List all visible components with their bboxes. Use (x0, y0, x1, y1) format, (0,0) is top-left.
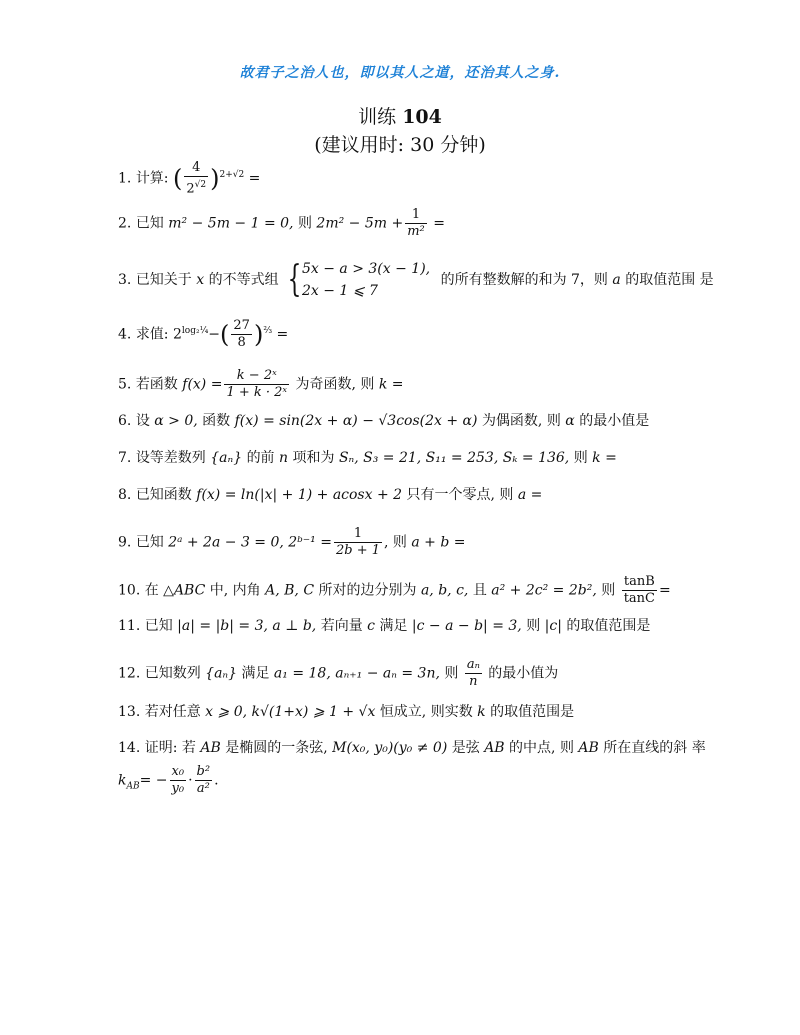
fraction (334, 526, 382, 559)
period: . (214, 772, 219, 789)
math-expr: A, B, C (265, 582, 315, 599)
q-text: 若对任意 (144, 704, 201, 720)
frac-den: a² (196, 781, 210, 796)
q-tail: = (248, 170, 261, 187)
frac-num: x₀ (170, 764, 187, 781)
question-4 (118, 318, 718, 351)
math-base: 2 (172, 326, 182, 343)
frac-num: 27 (233, 318, 250, 333)
fraction (195, 764, 213, 797)
q-text: 设 (135, 413, 150, 429)
q-text: 函数 (202, 413, 231, 429)
paren-left: ( (172, 164, 183, 193)
q-number: 4. (118, 326, 132, 343)
q-number: 6. (118, 413, 132, 429)
frac-num: tanB (622, 574, 657, 591)
q-tail: = (276, 326, 289, 343)
title-prefix: 训练 (358, 106, 397, 128)
den-exponent: √2 (194, 180, 207, 190)
q-number: 9. (118, 534, 132, 551)
math-expr: f(x) = sin(2x + α) − √3cos(2x + α) (234, 413, 478, 429)
question-1 (118, 160, 718, 197)
q-tail: = (658, 582, 671, 599)
fraction (170, 764, 187, 797)
math-expr: 2m² − 5m + (316, 215, 404, 232)
question-10 (118, 574, 718, 607)
math-var: AB (578, 740, 599, 756)
math-var: α (565, 413, 575, 429)
q-text: 为奇函数, 则 (295, 376, 375, 393)
math-var: k (477, 704, 486, 720)
q-text: 则 (526, 618, 541, 634)
q-tail: = (433, 215, 445, 232)
question-5 (118, 368, 718, 401)
q-text: 所对的边分别为 (318, 582, 417, 599)
outer-exponent: ⅔ (263, 325, 273, 336)
frac-den: n (469, 674, 478, 689)
q-text: 在 (144, 582, 159, 599)
q-number: 8. (118, 487, 132, 503)
paren-right: ) (253, 320, 264, 349)
math-expr: {aₙ} (210, 450, 243, 466)
math-expr: a² + 2c² = 2b², (491, 582, 597, 599)
question-3 (118, 258, 718, 302)
math-op: = − (139, 772, 168, 789)
motto: 故君子之治人也，即以其人之道，还治其人之身. (239, 65, 561, 81)
q-text: 已知关于 (135, 272, 192, 288)
q-text: 若函数 (135, 376, 178, 393)
frac-num: aₙ (466, 657, 480, 672)
q-number: 1. (118, 170, 132, 187)
math-expr: α > 0, (154, 413, 198, 429)
math-expr: {aₙ} (205, 665, 238, 682)
question-9 (118, 526, 718, 559)
page-subtitle: (建议用时: 30 分钟) (314, 134, 486, 156)
math-expr: x ⩾ 0, k√(1+x) ⩾ 1 + √x (205, 704, 376, 720)
q-text: 已知数列 (144, 665, 201, 682)
q-number: 14. (118, 740, 141, 756)
q-text: 所在直线的斜 率 (603, 740, 706, 756)
q-text: 已知函数 (135, 487, 192, 503)
brace-icon: { (287, 259, 302, 300)
frac-den: y₀ (171, 781, 185, 796)
frac-den: 2 (186, 181, 195, 197)
frac-num: b² (196, 764, 211, 779)
q-text: 的前 (246, 450, 275, 466)
q-tail: 的取值范围 是 (625, 272, 714, 288)
q-tail: k = (378, 376, 404, 393)
q-text: 则 (601, 582, 616, 599)
q-number: 3. (118, 272, 132, 288)
q-text: 是椭圆的一条弦, (225, 740, 328, 756)
q-text: 则 (444, 665, 459, 682)
q-tail: k = (592, 450, 617, 466)
q-number: 5. (118, 376, 132, 393)
math-expr: Sₙ, S₃ = 21, S₁₁ = 253, Sₖ = 136, (338, 450, 570, 466)
frac-num: k − 2ˣ (224, 368, 289, 385)
question-11 (118, 616, 718, 636)
fraction (465, 657, 482, 690)
q-tail: 的取值范围是 (490, 704, 575, 720)
frac-den: 2b + 1 (335, 543, 381, 558)
math-expr: f(x) = ln(|x| + 1) + acosx + 2 (196, 487, 403, 503)
system-line-2: 2x − 1 ⩽ 7 (301, 283, 378, 299)
q-text: 满足 (379, 618, 408, 634)
math-var: n (279, 450, 289, 466)
fraction (224, 368, 289, 401)
math-expr: 2ᵃ + 2a − 3 = 0, 2ᵇ⁻¹ = (168, 534, 332, 551)
q-number: 7. (118, 450, 132, 466)
q-text: 若向量 (320, 618, 363, 634)
q-tail: 的最小值为 (488, 665, 559, 682)
q-text: 且 (472, 582, 487, 599)
question-6 (118, 411, 718, 431)
frac-den: m² (407, 224, 425, 239)
q-text: 的中点, 则 (509, 740, 574, 756)
fraction (622, 574, 657, 607)
question-8 (118, 485, 718, 505)
inequality-system (302, 258, 430, 302)
question-12 (118, 657, 718, 690)
q-tail: a = (517, 487, 543, 503)
frac-num: 1 (334, 526, 382, 543)
math-expr: △ABC (163, 582, 206, 599)
q-text: 是弦 (451, 740, 480, 756)
math-expr: |c| (544, 618, 562, 634)
fraction (184, 160, 208, 197)
q-text: 的不等式组 (208, 272, 279, 288)
math-var: x (196, 272, 205, 288)
math-expr: |c − a − b| = 3, (411, 618, 522, 634)
question-14 (118, 738, 718, 758)
q-text: 满足 (241, 665, 270, 682)
fraction (405, 207, 427, 240)
q-number: 2. (118, 215, 132, 232)
math-expr: a, b, c, (420, 582, 469, 599)
q-text: 计算: (135, 170, 169, 187)
question-13 (118, 702, 718, 722)
q-tail: 的最小值是 (579, 413, 650, 429)
math-expr: M(x₀, y₀)(y₀ ≠ 0) (332, 740, 448, 756)
frac-den: tanC (623, 591, 655, 606)
question-2 (118, 207, 718, 240)
question-7 (118, 448, 718, 468)
q-text: 已知 (135, 215, 164, 232)
q-text: 项和为 (292, 450, 335, 466)
q-text: 则 (297, 215, 312, 232)
q-text: 已知 (144, 618, 173, 634)
math-expr: a₁ = 18, aₙ₊₁ − aₙ = 3n, (273, 665, 440, 682)
q-text: 设等差数列 (135, 450, 206, 466)
q-text: 则 (573, 450, 588, 466)
minus-sign: − (208, 326, 221, 343)
q-number: 10. (118, 582, 141, 599)
math-op: · (188, 772, 193, 789)
frac-num: 4 (184, 160, 208, 177)
fraction (231, 318, 252, 351)
q-tail: 的取值范围是 (566, 618, 651, 634)
page-title (0, 102, 800, 129)
q-number: 12. (118, 665, 141, 682)
subscript: AB (126, 781, 140, 792)
q-text: , 则 (384, 534, 407, 551)
q-number: 13. (118, 704, 141, 720)
title-number: 104 (402, 106, 442, 128)
question-14-formula (118, 764, 718, 797)
frac-den: 1 + k · 2ˣ (226, 385, 288, 400)
q-text: 为偶函数, 则 (481, 413, 561, 429)
frac-num: 1 (405, 207, 427, 224)
math-expr: m² − 5m − 1 = 0, (168, 215, 294, 232)
math-var: c (367, 618, 375, 634)
q-number: 11. (118, 618, 141, 634)
math-var: k (118, 772, 127, 789)
math-expr: |a| = |b| = 3, a ⊥ b, (177, 618, 317, 634)
q-text: 的所有整数解的和为 7，则 (440, 272, 608, 288)
frac-den: 8 (237, 335, 246, 350)
q-text: 只有一个零点, 则 (406, 487, 514, 503)
math-var: AB (200, 740, 221, 756)
q-text: 证明: 若 (144, 740, 196, 756)
system-line-1: 5x − a > 3(x − 1), (301, 261, 431, 277)
q-text: 求值: (135, 326, 169, 343)
outer-exponent: 2+√2 (219, 170, 245, 181)
exponent: log₂¼ (181, 325, 209, 336)
paren-right: ) (210, 164, 220, 193)
q-text: 恒成立, 则实数 (379, 704, 473, 720)
math-expr: f(x) = (182, 376, 223, 393)
math-var: AB (484, 740, 505, 756)
q-text: 已知 (135, 534, 164, 551)
math-var: a (612, 272, 621, 288)
paren-left: ( (220, 320, 230, 349)
q-tail: a + b = (411, 534, 466, 551)
q-text: 中, 内角 (209, 582, 261, 599)
